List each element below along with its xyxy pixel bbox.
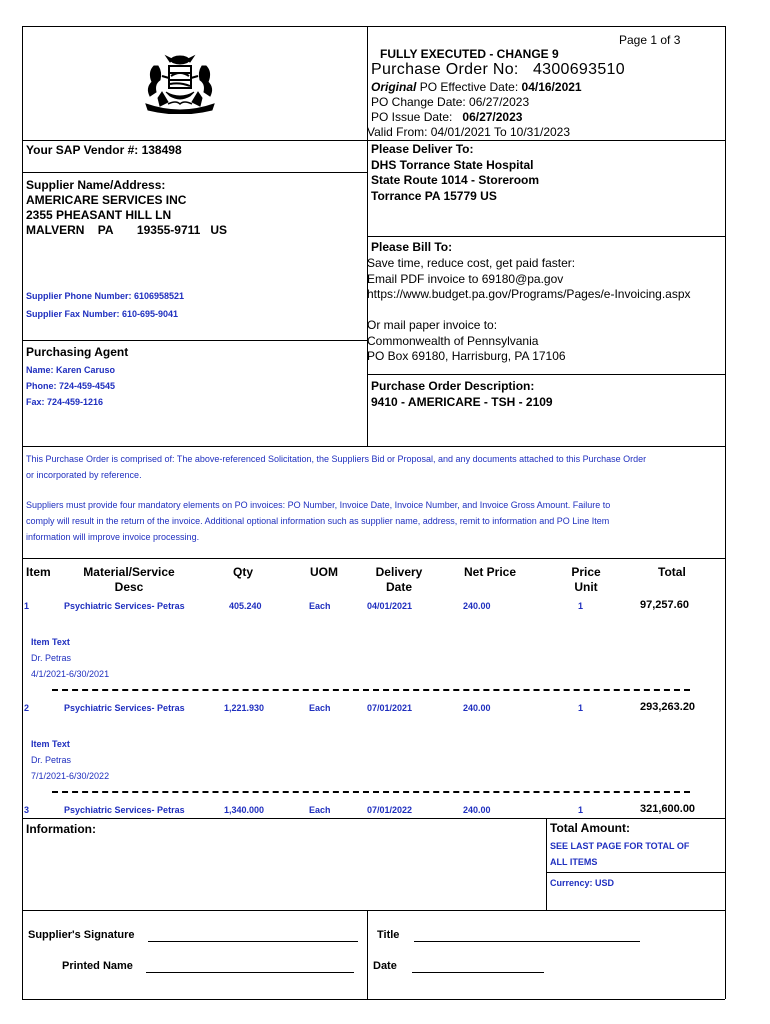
- rule: [22, 340, 367, 341]
- item-uom: Each: [309, 805, 331, 815]
- po-number-line: [371, 61, 625, 79]
- original-text: PO Effective Date:: [419, 80, 519, 94]
- item-unit: 1: [578, 703, 584, 713]
- agent-label: Purchasing Agent: [26, 345, 129, 359]
- supplier-fax: Supplier Fax Number: 610-695-9041: [26, 309, 179, 319]
- item-text-2: 7/1/2021-6/30/2022: [31, 771, 110, 781]
- rule: [22, 140, 725, 141]
- title-label: Title: [377, 929, 400, 941]
- supplier-state: PA: [97, 223, 114, 237]
- signature-field[interactable]: [148, 941, 358, 942]
- col-price-unit-1: Price: [571, 565, 601, 579]
- bill-line-2: Email PDF invoice to 69180@pa.gov: [367, 271, 564, 286]
- po-description-label: Purchase Order Description:: [371, 379, 535, 393]
- notice-2: [26, 497, 724, 545]
- col-total: Total: [658, 565, 686, 579]
- item-date: 04/01/2021: [367, 601, 413, 611]
- signature-label: Supplier's Signature: [28, 929, 135, 941]
- page-number: Page 1 of 3: [619, 33, 681, 47]
- item-date: 07/01/2021: [367, 703, 413, 713]
- original-date-line: [371, 80, 582, 94]
- supplier-city: MALVERN: [26, 223, 85, 237]
- supplier-phone: Supplier Phone Number: 6106958521: [26, 291, 185, 301]
- rule: [22, 910, 725, 911]
- item-total: 97,257.60: [640, 599, 689, 611]
- item-text-label: Item Text: [31, 637, 70, 647]
- agent-phone: Phone: 724-459-4545: [26, 381, 116, 391]
- total-amount-note: [550, 838, 689, 870]
- col-delivery-2: Date: [385, 580, 412, 594]
- col-uom: UOM: [310, 565, 338, 579]
- col-delivery-1: Delivery: [375, 565, 423, 579]
- frame-right: [725, 26, 726, 999]
- item-unit: 1: [578, 601, 584, 611]
- item-date: 07/01/2022: [367, 805, 413, 815]
- rule: [367, 236, 725, 237]
- original-label: Original: [371, 80, 417, 94]
- col-material: [64, 565, 194, 595]
- col-price-unit-2: Unit: [574, 580, 598, 594]
- item-uom: Each: [309, 703, 331, 713]
- col-qty: Qty: [233, 565, 254, 579]
- bill-info-1: [367, 256, 691, 303]
- item-separator: [52, 791, 690, 793]
- item-separator: [52, 689, 690, 691]
- item-net: 240.00: [463, 805, 491, 815]
- item-total: 321,600.00: [640, 803, 696, 815]
- item-net: 240.00: [463, 703, 491, 713]
- item-number: 2: [24, 703, 30, 713]
- agent-fax: Fax: 724-459-1216: [26, 397, 104, 407]
- deliver-line-1: DHS Torrance State Hospital: [371, 157, 534, 172]
- valid-range: Valid From: 04/01/2021 To 10/31/2023: [367, 125, 571, 139]
- col-price-unit: [560, 565, 612, 595]
- supplier-name: AMERICARE SERVICES INC: [26, 193, 187, 207]
- item-unit: 1: [578, 805, 584, 815]
- supplier-country: US: [210, 223, 228, 237]
- bill-line-4: Or mail paper invoice to:: [367, 318, 498, 332]
- col-delivery: [364, 565, 434, 595]
- col-net-price: Net Price: [464, 565, 517, 579]
- bill-line-6: PO Box 69180, Harrisburg, PA 17106: [367, 349, 566, 363]
- date-field[interactable]: [412, 972, 544, 973]
- po-description-value: 9410 - AMERICARE - TSH - 2109: [371, 394, 553, 409]
- frame-bottom: [22, 999, 725, 1000]
- total-note-1: SEE LAST PAGE FOR TOTAL OF: [550, 841, 690, 851]
- notice-1-line-b: or incorporated by reference.: [26, 470, 142, 480]
- po-description: [371, 379, 553, 410]
- bill-line-1: Save time, reduce cost, get paid faster:: [367, 256, 576, 270]
- issue-date-line: [371, 110, 522, 124]
- sap-vendor: Your SAP Vendor #: 138498: [26, 143, 182, 157]
- agent-name: Name: Karen Caruso: [26, 365, 116, 375]
- po-number: 4300693510: [532, 61, 625, 78]
- item-text-1: Dr. Petras: [31, 755, 72, 765]
- item-text: [31, 634, 109, 682]
- supplier-label: Supplier Name/Address:: [26, 178, 166, 192]
- notice-2-line-b: comply will result in the return of the invoice. Additional optional information such as supplier name, address, remit to information and PO Line Item: [26, 516, 610, 526]
- item-net: 240.00: [463, 601, 491, 611]
- col-item: Item: [26, 565, 51, 579]
- item-qty: 1,221.930: [224, 703, 265, 713]
- supplier-city-line: [26, 223, 227, 238]
- item-text-2: 4/1/2021-6/30/2021: [31, 669, 110, 679]
- original-date: 04/16/2021: [521, 80, 582, 94]
- change-date: PO Change Date: 06/27/2023: [371, 95, 530, 109]
- supplier-address: [26, 178, 227, 238]
- po-number-label: Purchase Order No:: [371, 61, 519, 78]
- col-material-2: Desc: [114, 580, 144, 594]
- rule: [22, 172, 367, 173]
- information-label: Information:: [26, 822, 96, 836]
- rule: [22, 558, 725, 559]
- total-note-2: ALL ITEMS: [550, 857, 598, 867]
- printed-name-label: Printed Name: [62, 960, 133, 972]
- item-text-1: Dr. Petras: [31, 653, 72, 663]
- rule: [22, 818, 725, 819]
- agent-info: [26, 362, 115, 410]
- date-label: Date: [373, 960, 397, 972]
- currency: Currency: USD: [550, 878, 615, 888]
- title-field[interactable]: [414, 941, 640, 942]
- issue-label: PO Issue Date:: [371, 110, 453, 124]
- bill-line-5: Commonwealth of Pennsylvania: [367, 333, 539, 348]
- item-qty: 1,340.000: [224, 805, 265, 815]
- item-qty: 405.240: [229, 601, 262, 611]
- bill-info-2: [367, 318, 566, 365]
- notice-1: [26, 451, 724, 483]
- frame-top: [22, 26, 725, 27]
- issue-date: 06/27/2023: [462, 110, 523, 124]
- po-status: FULLY EXECUTED - CHANGE 9: [380, 47, 559, 61]
- notice-2-line-a: Suppliers must provide four mandatory elements on PO invoices: PO Number, Invoice Date, Invoice Number, and Invoice Gross Amount. Failure to: [26, 500, 611, 510]
- rule: [367, 910, 368, 999]
- deliver-label: Please Deliver To:: [371, 142, 474, 156]
- col-material-1: Material/Service: [83, 565, 175, 579]
- deliver-to: [371, 142, 539, 204]
- pennsylvania-seal-icon: [140, 52, 220, 114]
- item-desc: Psychiatric Services- Petras: [64, 703, 185, 713]
- rule: [546, 872, 725, 873]
- item-total: 293,263.20: [640, 701, 696, 713]
- item-desc: Psychiatric Services- Petras: [64, 601, 185, 611]
- item-number: 1: [24, 601, 30, 611]
- rule: [367, 374, 725, 375]
- deliver-line-3: Torrance PA 15779 US: [371, 188, 497, 203]
- notice-1-line-a: This Purchase Order is comprised of: The above-referenced Solicitation, the Suppliers Bid or Proposal, and any documents attached to this Purchase Order: [26, 454, 647, 464]
- supplier-street: 2355 PHEASANT HILL LN: [26, 208, 172, 222]
- total-amount-label: Total Amount:: [550, 821, 630, 835]
- bill-label: Please Bill To:: [371, 240, 453, 254]
- item-desc: Psychiatric Services- Petras: [64, 805, 185, 815]
- rule: [22, 446, 725, 447]
- deliver-line-2: State Route 1014 - Storeroom: [371, 173, 540, 187]
- rule: [546, 818, 547, 910]
- item-number: 3: [24, 805, 30, 815]
- item-text-label: Item Text: [31, 739, 70, 749]
- printed-name-field[interactable]: [146, 972, 354, 973]
- notice-2-line-c: information will improve invoice processing.: [26, 532, 200, 542]
- item-uom: Each: [309, 601, 331, 611]
- supplier-zip: 19355-9711: [136, 223, 201, 237]
- bill-line-3: https://www.budget.pa.gov/Programs/Pages/e-Invoicing.aspx: [367, 287, 691, 301]
- item-text: [31, 736, 109, 784]
